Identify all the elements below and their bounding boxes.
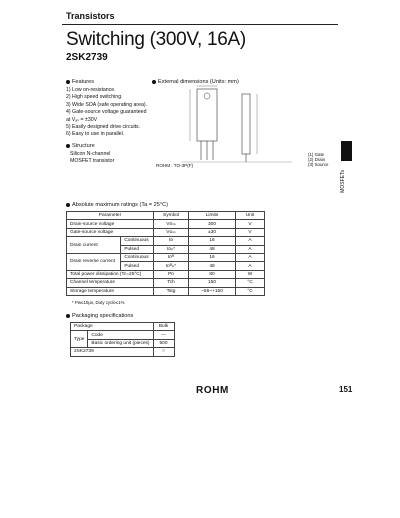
- param-cell: Channel temperature: [67, 279, 154, 287]
- subparam-cell: Continuous: [121, 237, 154, 245]
- table-row: [67, 270, 265, 278]
- limit-cell: 80: [189, 270, 236, 278]
- part-cell: 2SK2739: [71, 348, 154, 356]
- symbol-cell: Iᴅᴿ: [154, 253, 189, 261]
- unit-cell: A: [236, 262, 265, 270]
- table-row: [67, 279, 265, 287]
- package-outline-drawing: [152, 84, 334, 170]
- feature-item: 6) Easy to use in parallel.: [66, 131, 125, 138]
- header-rule: [62, 24, 338, 25]
- table-row: [67, 253, 265, 261]
- code-value-cell: —: [153, 331, 174, 339]
- symbol-cell: Tch: [154, 279, 189, 287]
- feature-item: 2) High speed switching.: [66, 94, 123, 101]
- dimensions-heading: External dimensions (Units: mm): [152, 79, 239, 85]
- subparam-cell: Pulsed: [121, 262, 154, 270]
- symbol-cell: Tstg: [154, 287, 189, 295]
- table-row: [71, 348, 175, 356]
- symbol-cell: Iᴅ: [154, 237, 189, 245]
- table-row: [67, 237, 265, 245]
- features-list: [66, 87, 166, 139]
- unit-cell: °C: [236, 287, 265, 295]
- pin-label: (2) Drain: [308, 157, 326, 163]
- structure-text: [70, 151, 114, 166]
- unit-cell: A: [236, 245, 265, 253]
- param-cell: Drain reverse current: [67, 253, 121, 270]
- feature-item: at Vₐₛ = ±30V: [66, 116, 98, 123]
- availability-mark-cell: ○: [153, 348, 174, 356]
- param-cell: Drain current: [67, 237, 121, 254]
- column-header: Unit: [236, 212, 265, 220]
- abs-max-table: [66, 211, 265, 296]
- table-row: [71, 323, 175, 331]
- page-number: 151: [339, 385, 353, 394]
- pin-label: (3) Source: [308, 162, 329, 168]
- unit-cell: V: [236, 220, 265, 228]
- param-cell: Gate-source voltage: [67, 228, 154, 236]
- symbol-cell: Iᴅₚ*: [154, 245, 189, 253]
- feature-item: 5) Easily designed drive circuits.: [66, 124, 141, 131]
- unit-cell: V: [236, 228, 265, 236]
- category-label: Transistors: [66, 11, 115, 21]
- column-header: Limits: [189, 212, 236, 220]
- symbol-cell: Pᴅ: [154, 270, 189, 278]
- limit-cell: 48: [189, 245, 236, 253]
- rohm-logo: ROHM: [196, 385, 229, 396]
- table-row: [71, 331, 175, 339]
- part-number: 2SK2739: [66, 52, 108, 63]
- pin-legend: [308, 152, 329, 168]
- structure-line: Silicon N-channel: [70, 151, 111, 157]
- limit-cell: 150: [189, 279, 236, 287]
- subparam-cell: Pulsed: [121, 245, 154, 253]
- table-row: [67, 228, 265, 236]
- packaging-heading: Packaging specifications: [66, 313, 133, 319]
- package-name: ROHM : TO-3P(F): [156, 163, 194, 168]
- unit-cell: °C: [236, 279, 265, 287]
- feature-item: 3) Wide SOA (safe operating area).: [66, 101, 148, 108]
- column-header: Parameter: [67, 212, 154, 220]
- side-section-label: MOSFETs: [340, 170, 346, 193]
- table-header-row: [67, 212, 265, 220]
- type-label-cell: Type: [71, 331, 88, 348]
- symbol-cell: Vɢₛₛ: [154, 228, 189, 236]
- page-title: Switching (300V, 16A): [66, 29, 246, 50]
- structure-line: MOSFET transistor: [70, 158, 115, 165]
- symbol-cell: Iᴅᴿₚ*: [154, 262, 189, 270]
- column-header: Symbol: [154, 212, 189, 220]
- basic-unit-label-cell: Basic ordering unit (pieces): [88, 339, 153, 347]
- limit-cell: 300: [189, 220, 236, 228]
- symbol-cell: Vᴅₛₛ: [154, 220, 189, 228]
- unit-cell: A: [236, 237, 265, 245]
- table-row: [67, 220, 265, 228]
- param-cell: Total power dissipation (Tc=25°C): [67, 270, 154, 278]
- pin-label: (1) Gate: [308, 152, 325, 157]
- table-row: [67, 287, 265, 295]
- limit-cell: −55~+150: [189, 287, 236, 295]
- package-value-cell: Bulk: [153, 323, 174, 331]
- feature-item: 4) Gate-source voltage guaranteed: [66, 109, 147, 116]
- subparam-cell: Continuous: [121, 253, 154, 261]
- feature-item: 1) Low on-resistance.: [66, 87, 116, 93]
- unit-cell: A: [236, 253, 265, 261]
- code-label-cell: Code: [88, 331, 153, 339]
- limit-cell: ±30: [189, 228, 236, 236]
- limit-cell: 48: [189, 262, 236, 270]
- table-footnote: * Pw≤10μs, Duty cycle≤1%: [72, 300, 125, 305]
- limit-cell: 16: [189, 253, 236, 261]
- limit-cell: 16: [189, 237, 236, 245]
- packaging-table: [70, 322, 175, 357]
- package-label-cell: Package: [71, 323, 154, 331]
- param-cell: Drain-source voltage: [67, 220, 154, 228]
- features-heading: Features: [66, 79, 94, 85]
- structure-heading: Structure: [66, 143, 95, 149]
- section-tab: [341, 141, 352, 161]
- basic-unit-value-cell: 500: [153, 339, 174, 347]
- unit-cell: W: [236, 270, 265, 278]
- abs-max-heading: Absolute maximum ratings (Ta = 25°C): [66, 202, 168, 208]
- param-cell: Storage temperature: [67, 287, 154, 295]
